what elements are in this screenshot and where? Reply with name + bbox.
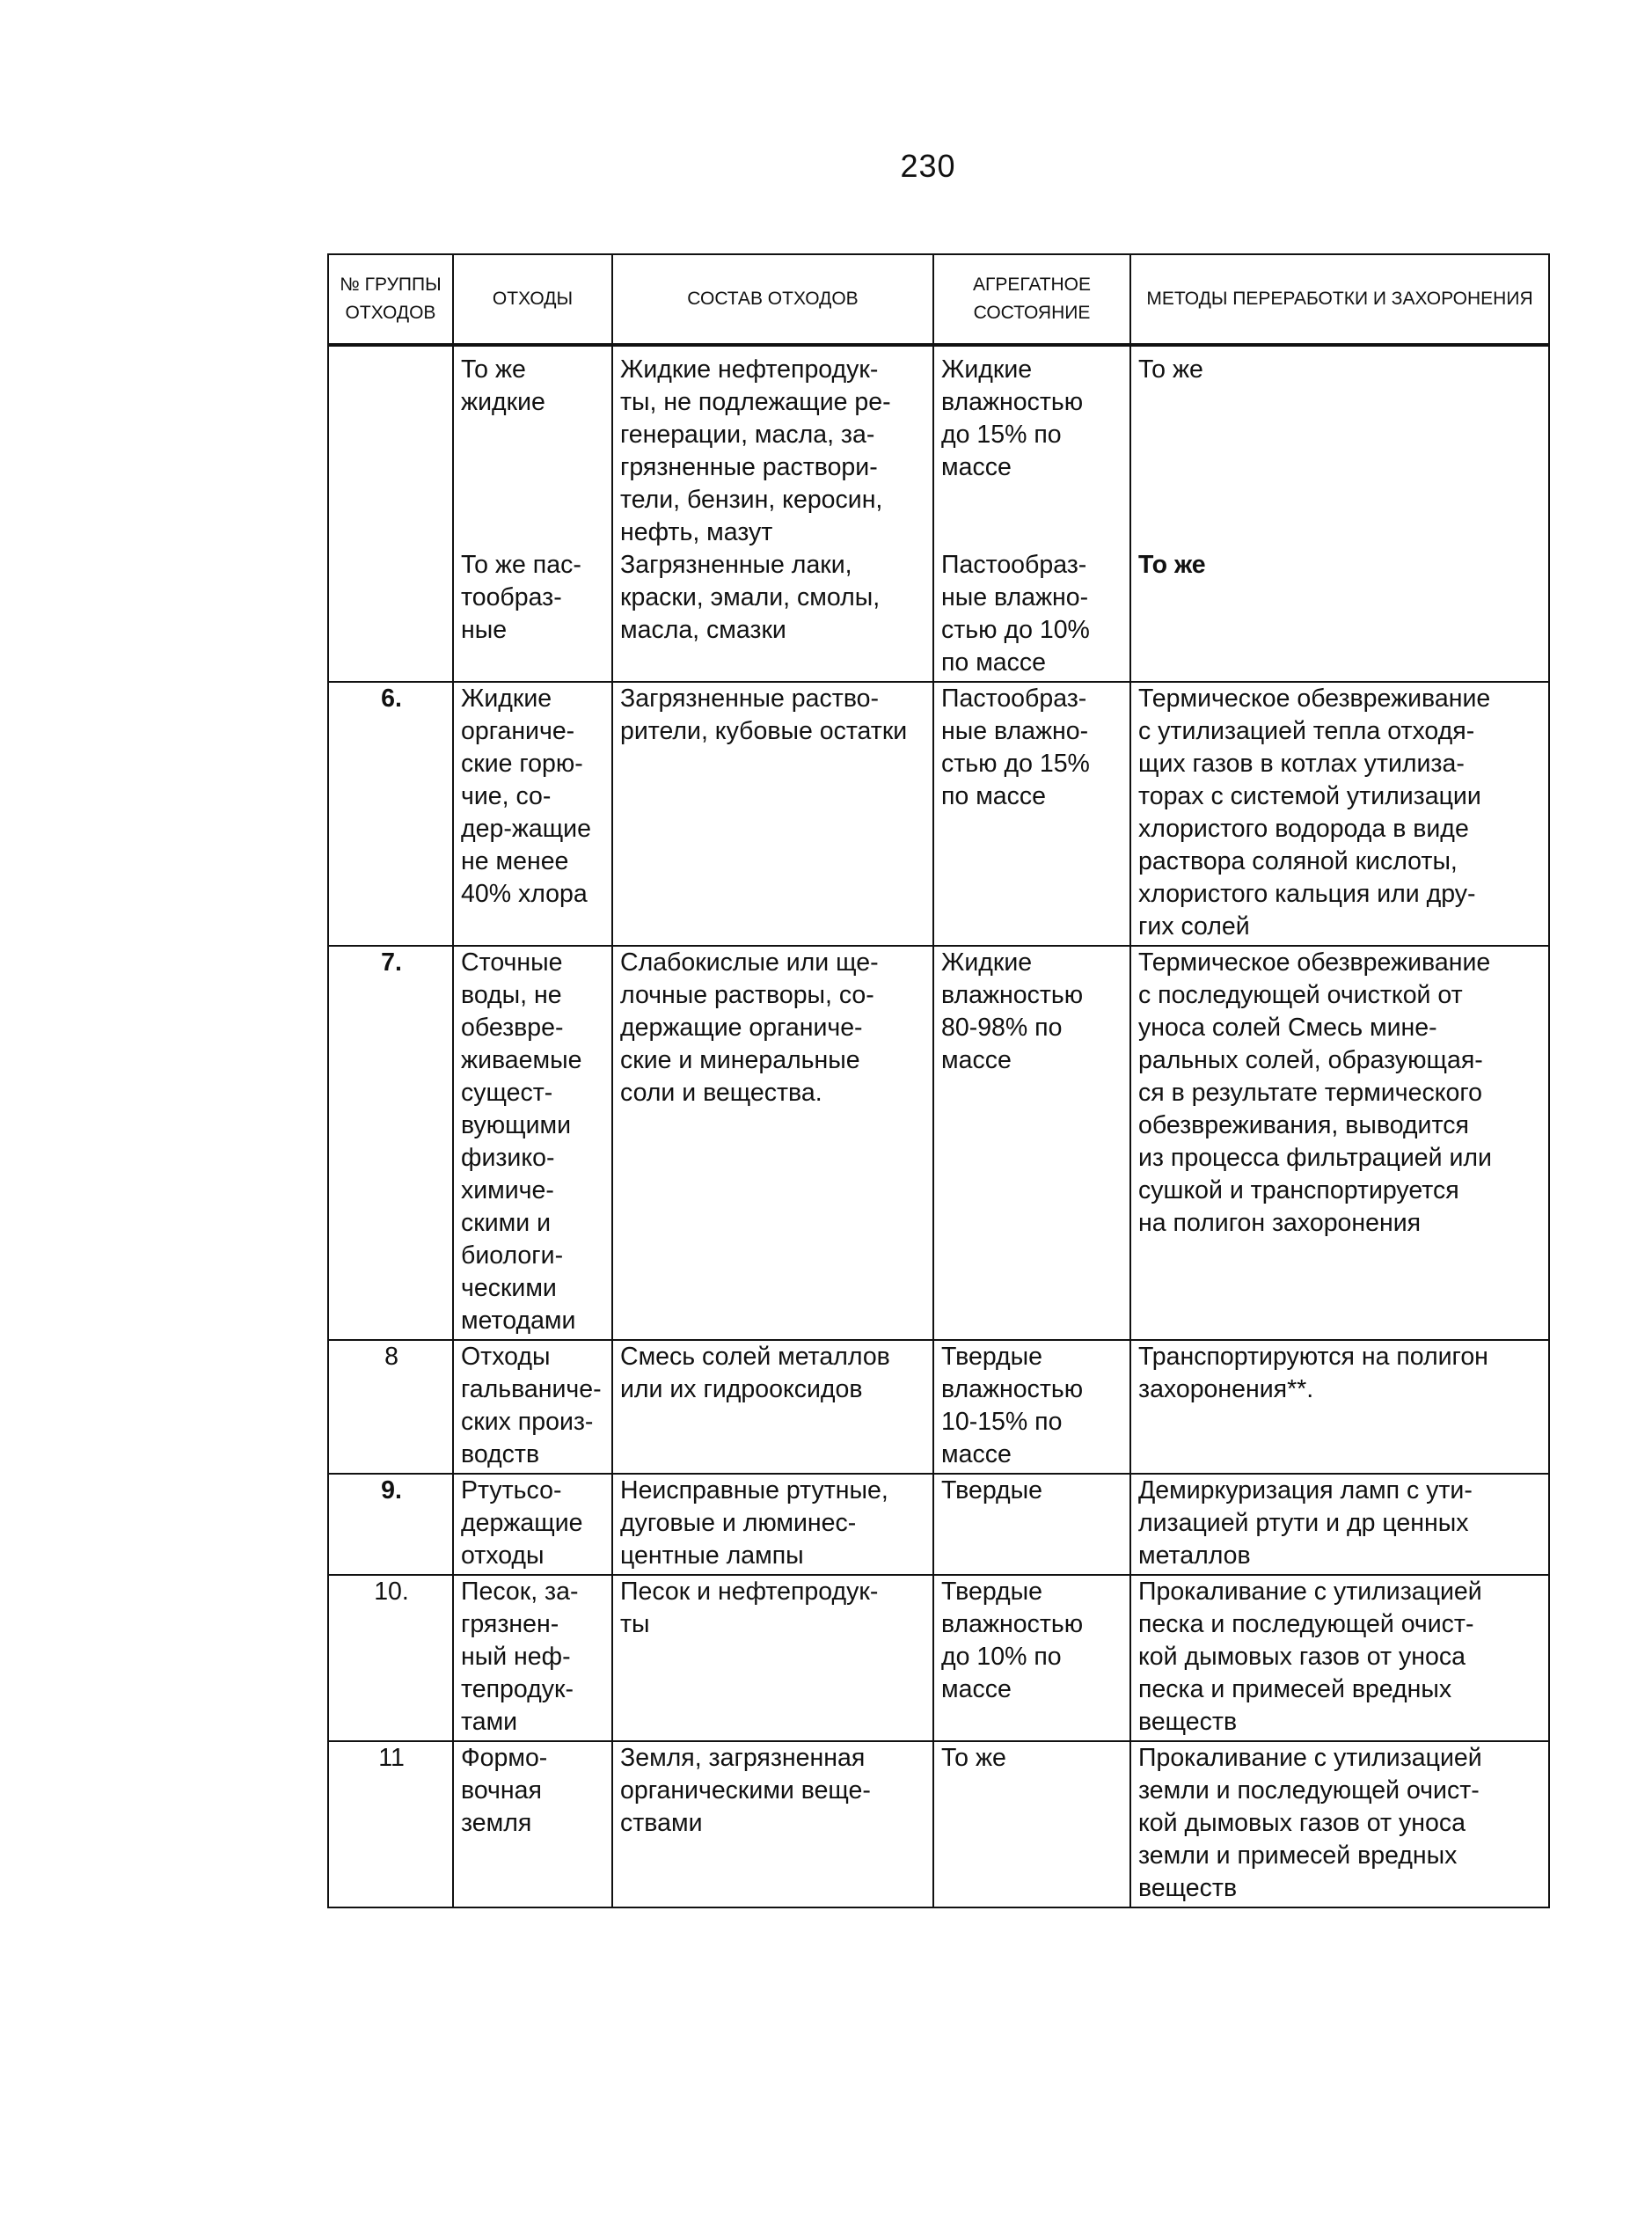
cell-state: Твердые — [933, 1474, 1130, 1575]
cell-waste: Сточные воды, не обезвре- живаемые сущест- вующими физико- химиче- скими и биологи- ческими методами — [453, 946, 612, 1340]
cell-methods: Термическое обезвреживание с последующей очисткой от уноса солей Смесь мине- ральных солей, образующая- ся в результате термического обезвреживания, выводится из процесса фильтрацией или сушкой и транспортируется на полигон захоронения — [1130, 946, 1549, 1340]
cell-state — [933, 345, 1130, 682]
cell-waste: Отходы гальваниче- ских произ- водств — [453, 1340, 612, 1474]
table-row — [328, 345, 1549, 682]
cell-composition: Загрязненные раство- рители, кубовые остатки — [612, 682, 933, 946]
cell-state: Твердые влажностью до 10% по массе — [933, 1575, 1130, 1741]
cell-waste: Формо- вочная земля — [453, 1741, 612, 1907]
header-methods: МЕТОДЫ ПЕРЕРАБОТКИ И ЗАХОРОНЕНИЯ — [1130, 254, 1549, 345]
table-row — [328, 1474, 1549, 1575]
table-row — [328, 1575, 1549, 1741]
table-header-row — [328, 254, 1549, 345]
cell-waste — [453, 345, 612, 682]
header-state: АГРЕГАТНОЕ СОСТОЯНИЕ — [933, 254, 1130, 345]
cell-group-number: 8 — [328, 1340, 453, 1474]
cell-methods: Транспортируются на полигон захоронения**. — [1130, 1340, 1549, 1474]
cell-waste: Ртутьсо- держащие отходы — [453, 1474, 612, 1575]
cell-state-liquid: Жидкие влажностью до 15% по массе — [941, 355, 1084, 481]
cell-composition: Земля, загрязненная органическими веще- ствами — [612, 1741, 933, 1907]
cell-group-number: 9. — [328, 1474, 453, 1575]
cell-waste-liquid: То же жидкие — [461, 355, 545, 416]
cell-composition — [612, 345, 933, 682]
cell-methods: Демиркуризация ламп с ути- лизацией ртути и др ценных металлов — [1130, 1474, 1549, 1575]
waste-processing-table — [327, 253, 1550, 1908]
cell-composition: Смесь солей металлов или их гидрооксидов — [612, 1340, 933, 1474]
table-row — [328, 946, 1549, 1340]
cell-state-paste: Пастообраз- ные влажно- стью до 10% по массе — [941, 551, 1090, 677]
cell-group-number: 11 — [328, 1741, 453, 1907]
table-row — [328, 1340, 1549, 1474]
page-number: 230 — [900, 148, 956, 184]
cell-state: Пастообраз- ные влажно- стью до 15% по массе — [933, 682, 1130, 946]
cell-state: То же — [933, 1741, 1130, 1907]
header-composition: СОСТАВ ОТХОДОВ — [612, 254, 933, 345]
cell-methods: Прокаливание с утилизацией земли и последующей очист- кой дымовых газов от уноса земли и примесей вредных веществ — [1130, 1741, 1549, 1907]
cell-group-number: 10. — [328, 1575, 453, 1741]
cell-composition-paste: Загрязненные лаки, краски, эмали, смолы, масла, смазки — [620, 551, 881, 644]
cell-composition: Неисправные ртутные, дуговые и люминес- центные лампы — [612, 1474, 933, 1575]
cell-methods: Прокаливание с утилизацией песка и последующей очист- кой дымовых газов от уноса песка и примесей вредных веществ — [1130, 1575, 1549, 1741]
cell-methods-paste: То же — [1138, 551, 1206, 579]
cell-state: Твердые влажностью 10-15% по массе — [933, 1340, 1130, 1474]
header-group: № ГРУППЫ ОТХОДОВ — [328, 254, 453, 345]
cell-composition-liquid: Жидкие нефтепродук- ты, не подлежащие ре- генерации, масла, за- грязненные раствори- тели, бензин, керосин, нефть, мазут — [620, 355, 891, 546]
cell-waste-paste: То же пас- тообраз- ные — [461, 551, 581, 644]
cell-methods: Термическое обезвреживание с утилизацией тепла отходя- щих газов в котлах утилиза- торах с системой утилизации хлористого водорода в виде раствора соляной кислоты, хлористого кальция или дру- гих солей — [1130, 682, 1549, 946]
cell-methods — [1130, 345, 1549, 682]
cell-composition: Песок и нефтепродук- ты — [612, 1575, 933, 1741]
cell-methods-liquid: То же — [1138, 355, 1203, 384]
table-row — [328, 682, 1549, 946]
header-waste: ОТХОДЫ — [453, 254, 612, 345]
table-row — [328, 1741, 1549, 1907]
cell-group-number: 7. — [328, 946, 453, 1340]
cell-state: Жидкие влажностью 80-98% по массе — [933, 946, 1130, 1340]
cell-composition: Слабокислые или ще- лочные растворы, со- держащие органиче- ские и минеральные соли и вещества. — [612, 946, 933, 1340]
cell-waste: Песок, за- грязнен- ный неф- тепродук- тами — [453, 1575, 612, 1741]
cell-group-number — [328, 345, 453, 682]
cell-waste: Жидкие органиче- ские горю- чие, со- дер-жащие не менее 40% хлора — [453, 682, 612, 946]
cell-group-number: 6. — [328, 682, 453, 946]
